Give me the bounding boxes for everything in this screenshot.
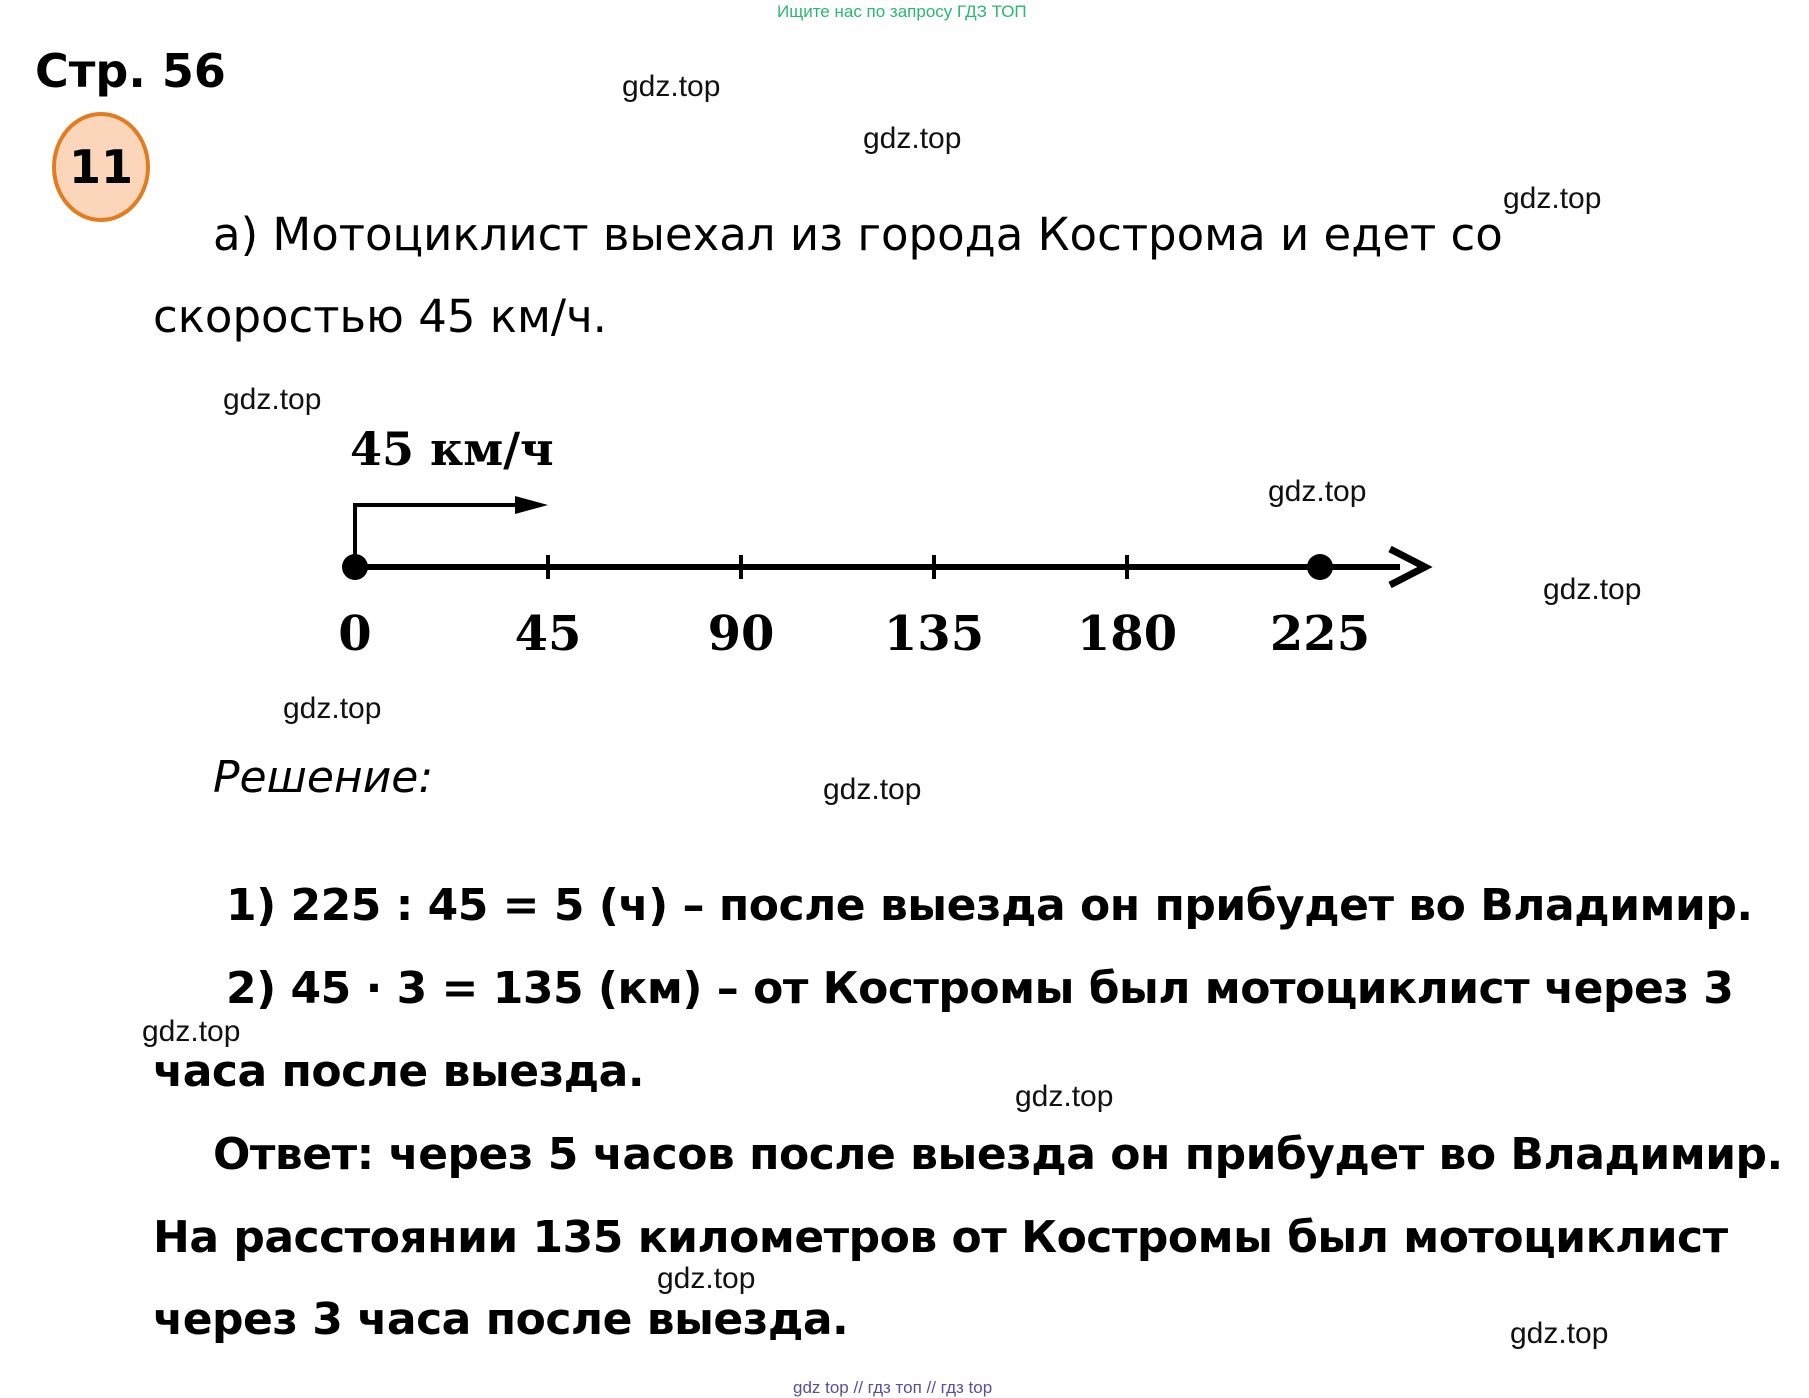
tick-label: 135	[883, 606, 985, 662]
solution-heading: Решение:	[213, 752, 434, 803]
watermark: gdz.top	[1510, 1317, 1609, 1350]
answer-line-1: Ответ: через 5 часов после выезда он прибудет во Владимир.	[213, 1129, 1783, 1180]
footer-links: gdz top // гдз топ // гдз top	[793, 1378, 993, 1397]
tick-label: 180	[1076, 606, 1178, 662]
watermark: gdz.top	[1015, 1080, 1114, 1113]
watermark: gdz.top	[657, 1262, 756, 1295]
problem-line-2: скоростью 45 км/ч.	[153, 290, 607, 343]
problem-line-1: а) Мотоциклист выехал из города Кострома и едет со	[213, 208, 1503, 261]
tick-label: 0	[338, 606, 372, 662]
watermark: gdz.top	[823, 773, 922, 806]
solution-step-2-line-2: часа после выезда.	[153, 1046, 645, 1097]
watermark: gdz.top	[1268, 475, 1367, 508]
watermark: gdz.top	[223, 383, 322, 416]
speed-label: 45 км/ч	[350, 422, 554, 476]
speed-arrow-head	[515, 496, 548, 514]
task-number: 11	[68, 140, 133, 194]
answer-line-2: На расстоянии 135 километров от Костромы был мотоциклист	[153, 1212, 1728, 1263]
watermark: gdz.top	[283, 692, 382, 725]
answer-line-3: через 3 часа после выезда.	[153, 1294, 849, 1345]
page-title: Стр. 56	[35, 44, 226, 98]
solution-step-2-line-1: 2) 45 · 3 = 135 (км) – от Костромы был мотоциклист через 3	[226, 963, 1734, 1014]
solution-step-1: 1) 225 : 45 = 5 (ч) – после выезда он прибудет во Владимир.	[226, 880, 1753, 931]
tick-label: 45	[514, 606, 582, 662]
tick-label: 225	[1269, 606, 1371, 662]
watermark: gdz.top	[622, 70, 721, 103]
tick-label: 90	[707, 606, 775, 662]
watermark: gdz.top	[142, 1015, 241, 1048]
axis-point	[342, 554, 368, 580]
watermark: gdz.top	[1543, 573, 1642, 606]
axis-point	[1307, 554, 1333, 580]
watermark: gdz.top	[1503, 182, 1602, 215]
axis-ticks	[338, 554, 1370, 662]
speed-arrow-line	[355, 505, 530, 564]
watermark: gdz.top	[863, 122, 962, 155]
search-banner: Ищите нас по запросу ГДЗ ТОП	[777, 2, 1027, 21]
